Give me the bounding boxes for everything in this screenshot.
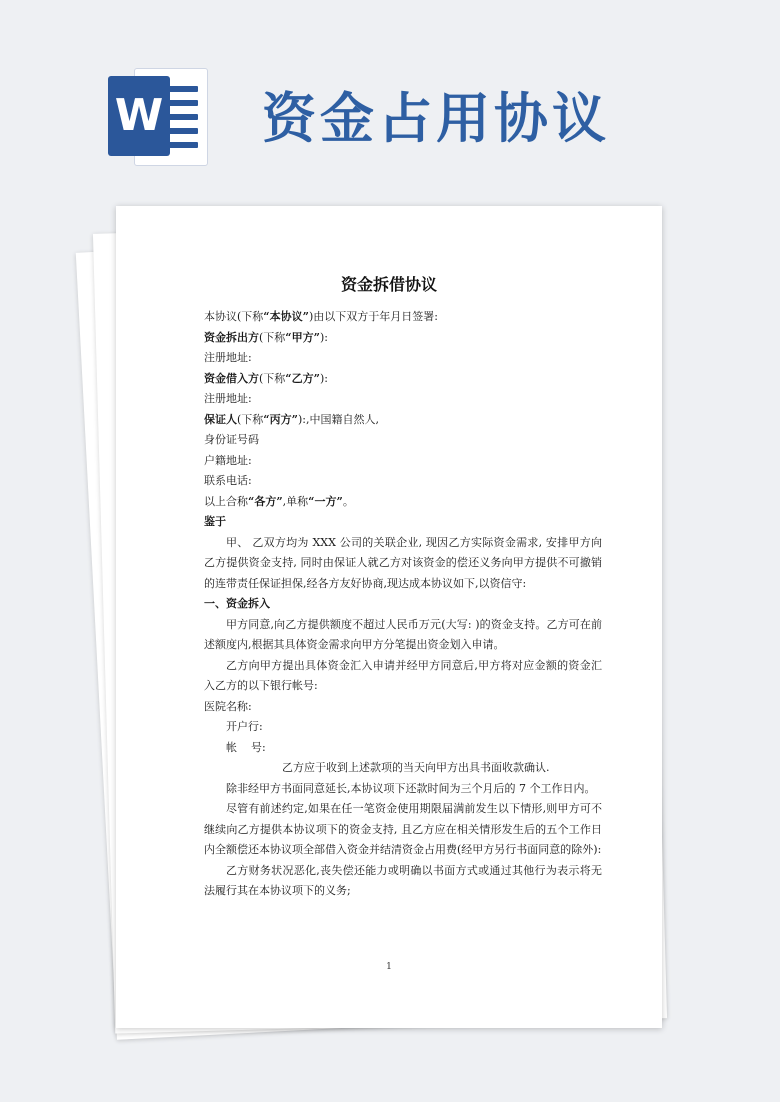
document-title: 资金拆借协议 (340, 275, 437, 294)
guarantor-line: 保证人(下称“丙方”):,中国籍自然人, (204, 412, 379, 426)
word-icon (108, 68, 208, 166)
document-page (116, 206, 662, 1028)
banner (0, 0, 780, 205)
word-icon-letter: W (108, 76, 170, 156)
hospital-name-line: 医院名称: (204, 699, 252, 713)
document-body (204, 307, 602, 902)
paragraph: 除非经甲方书面同意延长,本协议项下还款时间为三个月后的 7 个工作日内。 (226, 781, 596, 795)
paragraph: 尽管有前述约定,如果在任一笔资金使用期限届满前发生以下情形,则甲方可不继续向乙方提供本协议项下的资金支持, 且乙方应在相关情形发生后的五个工作日内全额偿还本协议项全部借入资金并结清资金占用费(经甲方另行书面同意的除外): (204, 802, 602, 856)
intro-line: 本协议(下称“本协议”)由以下双方于年月日签署: (204, 310, 438, 323)
bank-line: 开户行: (226, 720, 263, 733)
page-number: 1 (386, 962, 392, 972)
phone-line: 联系电话: (204, 474, 252, 487)
paragraph: 乙方向甲方提出具体资金汇入申请并经甲方同意后,甲方将对应金额的资金汇入乙方的以下银行帐号: (204, 658, 602, 692)
borrower-line: 资金借入方(下称“乙方”): (204, 371, 328, 385)
id-number-line: 身份证号码 (204, 433, 259, 446)
whereas-heading: 鉴于 (204, 515, 226, 528)
collective-line: 以上合称“各方”,单称“一方”。 (204, 494, 354, 508)
paragraph: 甲方同意,向乙方提供额度不超过人民币万元(大写: )的资金支持。乙方可在前述额度内,根据其具体资金需求向甲方分笔提出资金划入申请。 (204, 617, 602, 651)
lender-address: 注册地址: (204, 351, 252, 364)
paragraph: 乙方财务状况恶化,丧失偿还能力或明确以书面方式或通过其他行为表示将无法履行其在本协议项下的义务; (204, 863, 602, 897)
banner-title: 资金占用协议 (262, 87, 610, 150)
lender-line: 资金拆出方(下称“甲方”): (204, 330, 328, 344)
section-heading: 一、资金拆入 (204, 597, 270, 610)
whereas-paragraph: 甲、 乙双方均为 XXX 公司的关联企业, 现因乙方实际资金需求, 安排甲方向乙方提供资金支持, 同时由保证人就乙方对该资金的偿还义务向甲方提供不可撤销的连带责任保证担保,经各方友好协商,现达成本协议如下,以资信守: (204, 535, 602, 590)
household-address-line: 户籍地址: (204, 453, 252, 467)
borrower-address: 注册地址: (204, 392, 252, 405)
account-line: 帐 号: (226, 740, 266, 754)
receipt-line: 乙方应于收到上述款项的当天向甲方出具书面收款确认. (282, 761, 550, 774)
